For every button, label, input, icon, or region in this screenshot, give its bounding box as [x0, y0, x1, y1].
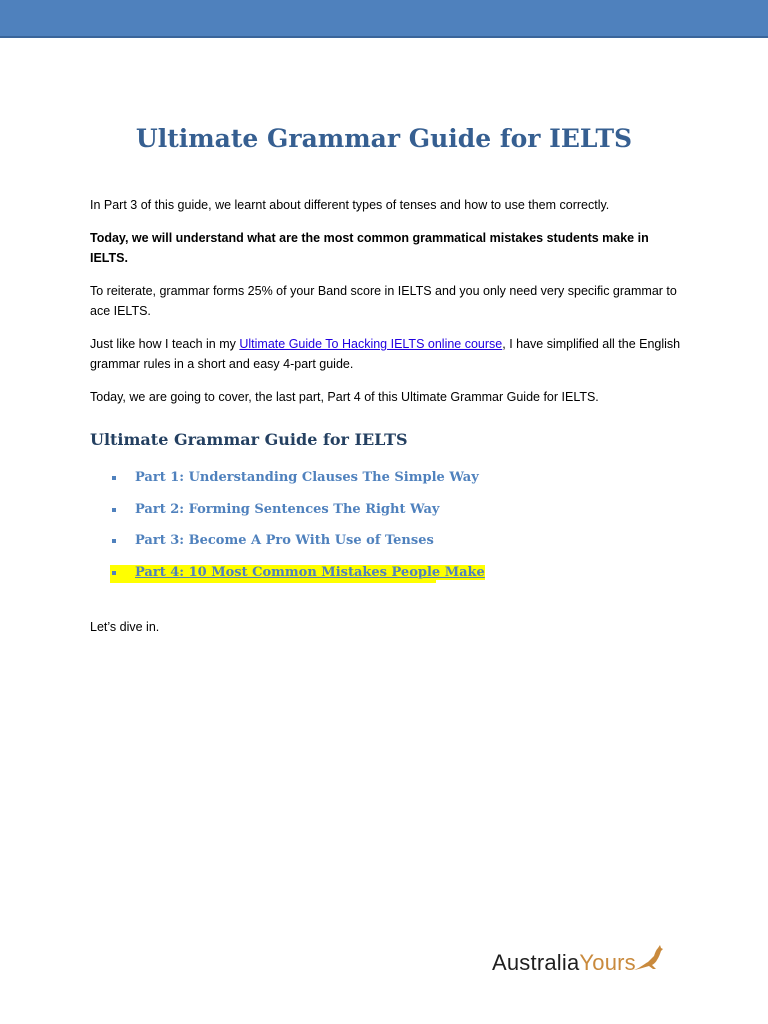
paragraph-4-end: , I have simplified all the English grammar rules in a short and easy 4-part guide. [90, 337, 681, 371]
list-item-label: Part 4: 10 Most Common Mistakes People Make [135, 564, 485, 580]
logo-text-australia: Australia [492, 950, 580, 975]
square-bullet-icon [112, 476, 116, 480]
page-title: Ultimate Grammar Guide for IELTS [135, 124, 633, 153]
list-item-label: Part 1: Understanding Clauses The Simple Way [135, 470, 479, 485]
list-item-part-1[interactable] [112, 468, 612, 488]
paragraph-3: To reiterate, grammar forms 25% of your Band score in IELTS and you only need very specific grammar to ace IELTS. [90, 284, 677, 318]
square-bullet-icon [112, 508, 116, 512]
header-bar [0, 0, 768, 38]
course-link[interactable]: Ultimate Guide To Hacking IELTS online course [239, 337, 503, 351]
list-item-label: Part 3: Become A Pro With Use of Tenses [135, 533, 434, 548]
parts-list [112, 468, 612, 594]
list-item-label: Part 2: Forming Sentences The Right Way [135, 501, 440, 517]
square-bullet-icon [112, 571, 116, 575]
section-heading: Ultimate Grammar Guide for IELTS [90, 430, 408, 449]
square-bullet-icon [112, 539, 116, 543]
kangaroo-icon [632, 942, 666, 976]
paragraph-4 [90, 334, 690, 374]
paragraph-4-start: Just like how I teach in my [90, 337, 240, 351]
intro-content [90, 195, 690, 420]
paragraph-5: Today, we are going to cover, the last part, Part 4 of this Ultimate Grammar Guide for IELTS. [90, 390, 599, 404]
paragraph-1: In Part 3 of this guide, we learnt about different types of tenses and how to use them correctly. [90, 198, 610, 212]
logo-text-yours: Yours [579, 950, 636, 975]
list-item-part-4[interactable] [112, 563, 612, 583]
paragraph-2: Today, we will understand what are the most common grammatical mistakes students make in IELTS. [90, 231, 649, 265]
list-item-part-2[interactable] [112, 500, 612, 520]
closing-text: Let’s dive in. [90, 620, 160, 634]
list-item-part-3[interactable] [112, 531, 612, 551]
australiayours-logo [492, 940, 666, 976]
